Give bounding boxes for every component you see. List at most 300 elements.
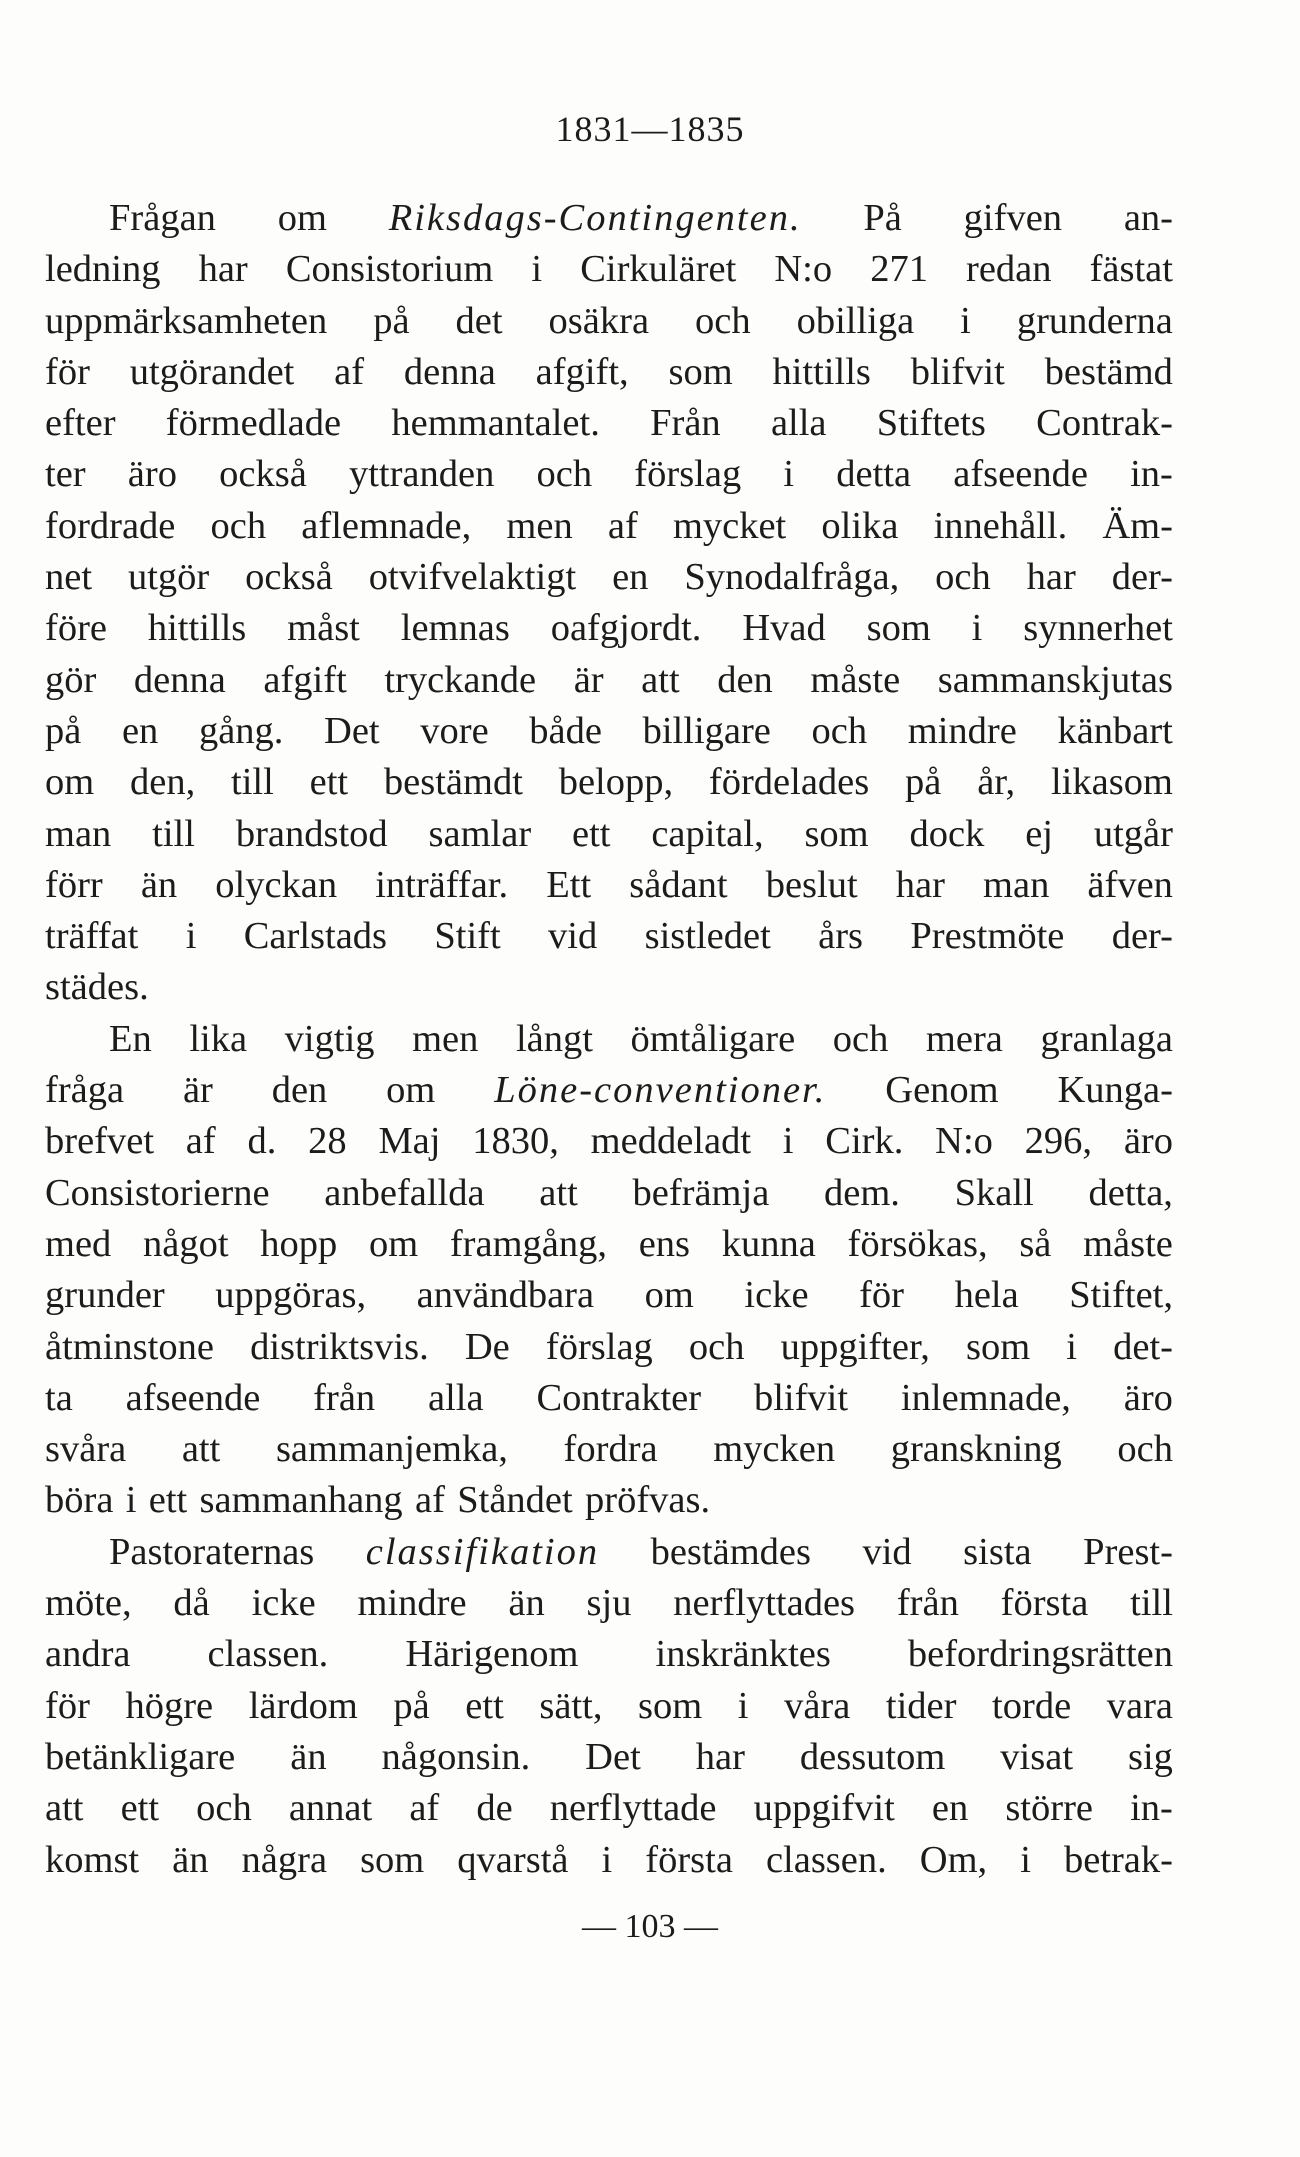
word: har — [895, 863, 945, 906]
word: äro — [1123, 1376, 1173, 1419]
word: en — [121, 709, 159, 752]
word: grunder — [45, 1274, 165, 1317]
word: den — [271, 1069, 328, 1112]
word: den, — [130, 761, 196, 804]
word: förmedlade — [165, 402, 342, 445]
word: städes. — [45, 966, 149, 1009]
word: Synodalfråga, — [684, 556, 900, 599]
word: kunna — [721, 1222, 816, 1265]
word: förr — [45, 863, 103, 906]
word: Från — [650, 402, 721, 445]
word: anbefallda — [324, 1171, 485, 1214]
word: äfven — [1087, 863, 1173, 906]
running-header: 1831—1835 — [555, 109, 745, 149]
text-line — [45, 1527, 1173, 1578]
text-line — [45, 1270, 1173, 1321]
word: Cirk. — [825, 1120, 904, 1163]
word: fråga — [45, 1069, 125, 1112]
word: af — [185, 1120, 216, 1163]
word: har — [198, 248, 248, 291]
word: der- — [1111, 556, 1173, 599]
word: olyckan — [215, 863, 338, 906]
word: till — [231, 761, 274, 804]
word: utgör — [127, 556, 210, 599]
word: man — [983, 863, 1050, 906]
word: hittills — [772, 350, 871, 393]
text-line — [45, 1014, 1173, 1065]
word: d. — [247, 1120, 277, 1163]
word: i — [960, 299, 971, 342]
text-line — [45, 398, 1173, 449]
word: för — [45, 1684, 90, 1727]
word: tryckande — [384, 658, 537, 701]
word: vigtig — [284, 1017, 375, 1060]
word: i — [737, 1684, 749, 1727]
word: i — [125, 1479, 137, 1522]
text-line — [45, 1065, 1173, 1116]
word: net — [45, 556, 93, 599]
word: fästat — [1089, 248, 1173, 291]
word: hopp — [260, 1222, 338, 1265]
word: brandstod — [235, 812, 388, 855]
word: alla — [428, 1376, 484, 1419]
word: fördelades — [708, 761, 870, 804]
word: om — [45, 761, 95, 804]
word: i — [783, 453, 795, 496]
word: dock — [909, 812, 985, 855]
word: dessutom — [799, 1735, 946, 1778]
word: ett — [309, 761, 349, 804]
word: sig — [1127, 1735, 1173, 1778]
word: ens — [638, 1222, 691, 1265]
word: komst — [45, 1838, 140, 1881]
word: detta, — [1088, 1171, 1173, 1214]
word: af — [415, 1479, 445, 1522]
word: granlaga — [1040, 1017, 1173, 1060]
word: har — [1026, 556, 1076, 599]
word: Ståndet — [457, 1479, 573, 1522]
word: Riksdags-Contingenten. — [388, 197, 802, 239]
word: som — [638, 1684, 703, 1727]
word: till — [1130, 1582, 1173, 1625]
word: och — [811, 709, 868, 752]
word: De — [464, 1325, 510, 1368]
word: nerflyttades — [673, 1582, 856, 1625]
word: framgång, — [449, 1222, 607, 1265]
word: denna — [133, 658, 226, 701]
word: uppgifvit — [753, 1787, 895, 1830]
word: man — [45, 812, 112, 855]
word: an- — [1123, 197, 1173, 239]
text-line — [45, 1373, 1173, 1424]
word: Skall — [954, 1171, 1034, 1214]
word: på — [45, 709, 82, 752]
body-text — [45, 193, 1173, 1886]
word: fordra — [563, 1428, 658, 1471]
word: så — [1019, 1222, 1052, 1265]
text-line — [45, 603, 1173, 654]
word: Äm- — [1102, 504, 1173, 547]
text-line — [45, 962, 1173, 1013]
word: att — [45, 1787, 84, 1830]
word: ej — [1025, 812, 1053, 855]
word: ta — [45, 1376, 73, 1419]
word: Maj — [378, 1120, 441, 1163]
word: på — [393, 1684, 430, 1727]
word: granskning — [890, 1428, 1062, 1471]
word: mindre — [907, 709, 1017, 752]
word: de — [476, 1787, 513, 1830]
word: bestämdes — [650, 1530, 811, 1573]
word: till — [152, 812, 195, 855]
word: billigare — [642, 709, 771, 752]
word: innehåll. — [933, 504, 1068, 547]
word: denna — [403, 350, 496, 393]
word: i — [971, 607, 983, 650]
word: med — [45, 1222, 112, 1265]
word: obilliga — [796, 299, 915, 342]
word: fordrade — [45, 504, 176, 547]
word: från — [313, 1376, 376, 1419]
word: classen. — [207, 1633, 329, 1676]
word: förslag — [545, 1325, 653, 1368]
word: möte, — [45, 1582, 132, 1625]
word: försökas, — [847, 1222, 988, 1265]
word: äro — [1123, 1120, 1173, 1163]
word: En — [109, 1017, 152, 1060]
word: befordringsrätten — [907, 1633, 1173, 1676]
word: capital, — [651, 812, 764, 855]
word: hela — [954, 1274, 1019, 1317]
word: första — [645, 1838, 733, 1881]
word: lemnas — [400, 607, 510, 650]
text-line — [45, 1322, 1173, 1373]
text-line — [45, 1168, 1173, 1219]
word: på — [905, 761, 942, 804]
word: då — [173, 1582, 210, 1625]
text-line — [45, 1475, 1173, 1526]
word: Kunga- — [1057, 1069, 1173, 1112]
word: Löne-conventioner. — [494, 1069, 827, 1112]
word: än — [290, 1735, 327, 1778]
word: i — [1066, 1325, 1077, 1368]
word: Hvad — [742, 607, 826, 650]
word: före — [45, 607, 107, 650]
word: mindre — [357, 1582, 467, 1625]
text-line — [45, 1219, 1173, 1270]
word: att — [539, 1171, 578, 1214]
text-line — [45, 244, 1173, 295]
word: samlar — [428, 812, 532, 855]
word: gång. — [198, 709, 284, 752]
word: sju — [586, 1582, 632, 1625]
word: betrak- — [1063, 1838, 1173, 1881]
word: Cirkuläret — [580, 248, 737, 291]
word: åtminstone — [45, 1325, 214, 1368]
text-line — [45, 193, 1173, 244]
word: högre — [125, 1684, 214, 1727]
word: den — [717, 658, 773, 701]
word: detta — [836, 453, 912, 496]
word: användbara — [416, 1274, 595, 1317]
word: i — [531, 248, 543, 291]
word: mera — [925, 1017, 1003, 1060]
word: från — [896, 1582, 959, 1625]
word: sammanhang — [199, 1479, 403, 1522]
word: i — [601, 1838, 613, 1881]
word: grunderna — [1016, 299, 1173, 342]
text-line — [45, 1424, 1173, 1475]
word: mycket — [672, 504, 787, 547]
word: brefvet — [45, 1120, 155, 1163]
word: 1830, — [472, 1120, 559, 1163]
word: af — [334, 350, 365, 393]
word: några — [241, 1838, 328, 1881]
word: hittills — [147, 607, 247, 650]
word: uppgöras, — [215, 1274, 367, 1317]
word: utgörandet — [129, 350, 295, 393]
word: år, — [977, 761, 1016, 804]
word: Ett — [546, 863, 592, 906]
word: Det — [585, 1735, 641, 1778]
word: Stiftets — [876, 402, 986, 445]
word: Contrak- — [1036, 402, 1173, 445]
word: också — [245, 556, 333, 599]
word: svåra — [45, 1428, 127, 1471]
word: likasom — [1050, 761, 1173, 804]
word: än — [140, 863, 178, 906]
word: icke — [744, 1274, 809, 1317]
word: måste — [810, 658, 901, 701]
word: års — [818, 915, 864, 958]
word: På — [863, 197, 902, 239]
word: Pastoraternas — [109, 1530, 315, 1573]
word: våra — [784, 1684, 851, 1727]
word: måst — [287, 607, 360, 650]
word: om — [277, 197, 327, 239]
word: Prest- — [1083, 1530, 1173, 1573]
word: Om, — [919, 1838, 988, 1881]
word: om — [368, 1222, 419, 1265]
word: synnerhet — [1023, 607, 1173, 650]
word: känbart — [1057, 709, 1173, 752]
word: redan — [966, 248, 1052, 291]
word: men — [506, 504, 573, 547]
word: Consistorium — [285, 248, 494, 291]
word: inträffar. — [375, 863, 509, 906]
word: hemmantalet. — [391, 402, 600, 445]
text-line — [45, 860, 1173, 911]
word: för — [45, 350, 90, 393]
word: sista — [963, 1530, 1032, 1573]
word: som — [668, 350, 733, 393]
text-line — [45, 809, 1173, 860]
word: sådant — [629, 863, 728, 906]
word: vid — [548, 915, 598, 958]
word: ett — [572, 812, 611, 855]
word: olika — [821, 504, 899, 547]
text-line — [45, 1681, 1173, 1732]
word: det — [455, 299, 503, 342]
word: förslag — [634, 453, 742, 496]
word: ett — [148, 1479, 188, 1522]
word: Consistorierne — [45, 1171, 270, 1214]
word: och — [196, 1787, 252, 1830]
word: gifven — [963, 197, 1063, 239]
word: för — [859, 1274, 904, 1317]
word: befrämja — [632, 1171, 770, 1214]
word: afgift, — [535, 350, 629, 393]
word: inlemnade, — [900, 1376, 1071, 1419]
word: Genom — [885, 1069, 999, 1112]
word: ett — [465, 1684, 504, 1727]
word: sammanjemka, — [275, 1428, 508, 1471]
word: N:o — [774, 248, 833, 291]
word: yttranden — [348, 453, 495, 496]
word: ett — [120, 1787, 160, 1830]
word: dem. — [824, 1171, 900, 1214]
word: Stiftet, — [1069, 1274, 1173, 1317]
word: nerflyttade — [549, 1787, 717, 1830]
word: in- — [1130, 1787, 1173, 1830]
word: att — [181, 1428, 221, 1471]
word: tider — [885, 1684, 957, 1727]
text-line — [45, 1116, 1173, 1167]
word: af — [607, 504, 638, 547]
word: belopp, — [558, 761, 674, 804]
text-line — [45, 706, 1173, 757]
word: ledning — [45, 248, 161, 291]
word: afseende — [125, 1376, 261, 1419]
word: 271 — [870, 248, 928, 291]
word: ter — [45, 453, 86, 496]
word: första — [1000, 1582, 1089, 1625]
word: som — [866, 607, 931, 650]
word: och — [536, 453, 593, 496]
word: och — [695, 299, 751, 342]
word: och — [935, 556, 991, 599]
word: det- — [1113, 1325, 1173, 1368]
word: efter — [45, 402, 116, 445]
text-line — [45, 1578, 1173, 1629]
word: som — [804, 812, 869, 855]
word: aflemnade, — [301, 504, 472, 547]
word: en — [931, 1787, 969, 1830]
word: ömtåligare — [630, 1017, 796, 1060]
word: vore — [420, 709, 489, 752]
word: om — [644, 1274, 694, 1317]
word: bestämd — [1044, 350, 1173, 393]
word: måste — [1083, 1222, 1173, 1265]
text-line — [45, 1629, 1173, 1680]
text-line — [45, 1835, 1173, 1886]
text-line — [45, 1783, 1173, 1834]
word: som — [965, 1325, 1031, 1368]
word: Prestmöte — [910, 915, 1065, 958]
text-line — [45, 757, 1173, 808]
word: der- — [1111, 915, 1173, 958]
word: har — [695, 1735, 745, 1778]
word: i — [185, 915, 197, 958]
word: Det — [324, 709, 380, 752]
word: vara — [1106, 1684, 1173, 1727]
text-line — [45, 347, 1173, 398]
word: 296, — [1024, 1120, 1093, 1163]
word: N:o — [935, 1120, 993, 1163]
word: äro — [127, 453, 177, 496]
word: men — [412, 1017, 479, 1060]
word: Carlstads — [243, 915, 388, 958]
word: classifikation — [365, 1530, 600, 1573]
word: än — [172, 1838, 209, 1881]
word: sammanskjutas — [937, 658, 1173, 701]
word: än — [508, 1582, 545, 1625]
word: lärdom — [248, 1684, 358, 1727]
word: och — [210, 504, 267, 547]
word: och — [832, 1017, 889, 1060]
word: Contrakter — [536, 1376, 702, 1419]
word: mycken — [713, 1428, 836, 1471]
word: någonsin. — [381, 1735, 531, 1778]
word: andra — [45, 1633, 131, 1676]
word: blifvit — [753, 1376, 849, 1419]
word: af — [409, 1787, 440, 1830]
word: otvifvelaktigt — [368, 556, 577, 599]
text-line — [45, 552, 1173, 603]
text-line — [45, 501, 1173, 552]
word: annat — [288, 1787, 373, 1830]
word: i — [1020, 1838, 1031, 1881]
word: distriktsvis. — [250, 1325, 429, 1368]
word: classen. — [765, 1838, 887, 1881]
word: en — [612, 556, 649, 599]
word: vid — [862, 1530, 912, 1573]
word: osäkra — [548, 299, 650, 342]
word: är — [573, 658, 604, 701]
word: gör — [45, 658, 97, 701]
word: på — [373, 299, 410, 342]
word: Stift — [434, 915, 501, 958]
word: något — [143, 1222, 229, 1265]
word: inskränktes — [655, 1633, 831, 1676]
word: blifvit — [910, 350, 1005, 393]
word: Frågan — [109, 197, 216, 239]
text-line — [45, 296, 1173, 347]
text-line — [45, 449, 1173, 500]
word: att — [641, 658, 680, 701]
page-number: — 103 — — [582, 1908, 718, 1945]
text-line — [45, 911, 1173, 962]
text-line — [45, 1732, 1173, 1783]
word: afgift — [263, 658, 347, 701]
word: afseende — [953, 453, 1088, 496]
word: in- — [1130, 453, 1173, 496]
word: böra — [45, 1479, 114, 1522]
word: Härigenom — [405, 1633, 579, 1676]
word: är — [182, 1069, 213, 1112]
word: qvarstå — [457, 1838, 569, 1881]
word: 28 — [308, 1120, 347, 1163]
word: torde — [992, 1684, 1072, 1727]
word: som — [360, 1838, 425, 1881]
word: meddeladt — [590, 1120, 752, 1163]
word: betänkligare — [45, 1735, 236, 1778]
word: utgår — [1093, 812, 1173, 855]
text-line — [45, 655, 1173, 706]
word: sistledet — [644, 915, 771, 958]
word: långt — [515, 1017, 593, 1060]
word: sätt, — [539, 1684, 603, 1727]
